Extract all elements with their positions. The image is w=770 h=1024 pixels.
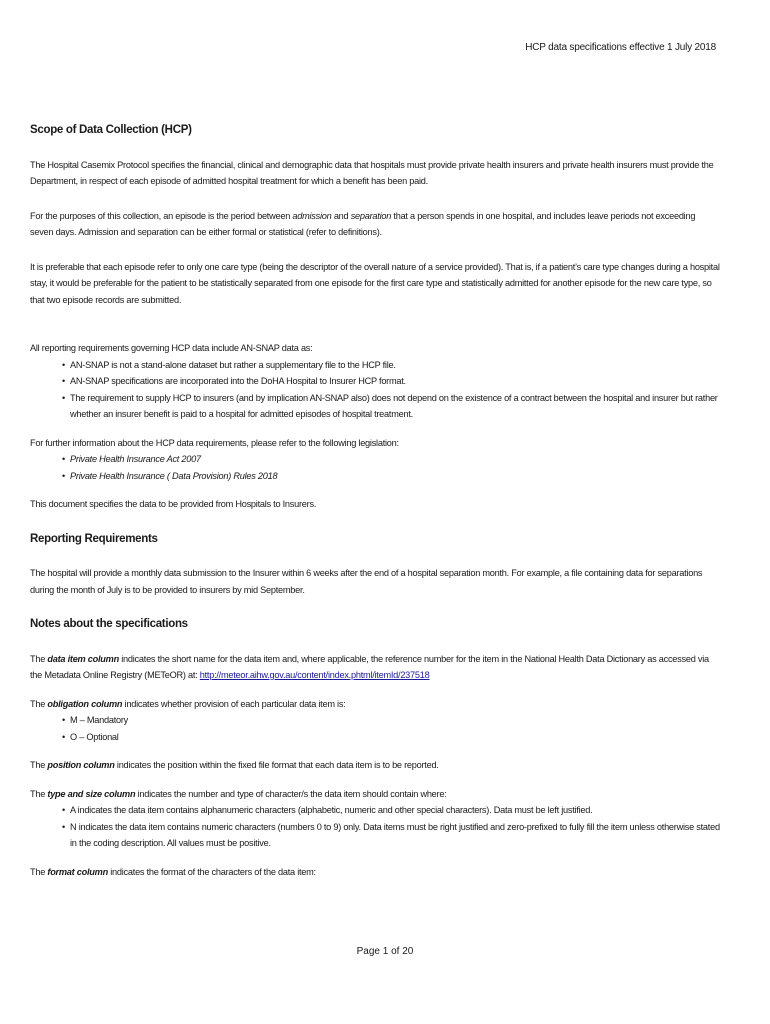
term-admission: admission bbox=[292, 210, 332, 221]
text-span: The bbox=[30, 698, 48, 709]
term-data-item: data item column bbox=[47, 653, 119, 664]
page-content bbox=[30, 122, 720, 880]
scope-paragraph-3: It is preferable that each episode refer to only one care type (being the descriptor of the overall nature of a service provided). That is, if a patient’s care type changes during a hospital stay, it would be preferable for the patient to be statistically separated from one episode for the first care type and statistically admitted for another episode for the new care type, so that two episode records are submitted. bbox=[30, 261, 720, 305]
list-item: • A indicates the data item contains alphanumeric characters (alphabetic, numeric and other special characters). Data must be left justified. bbox=[64, 802, 720, 819]
list-item bbox=[64, 451, 720, 468]
position-note bbox=[30, 757, 720, 774]
list-item: • N indicates the data item contains numeric characters (numbers 0 to 9) only. Data items must be right justified and zero-prefixed to fully fill the item unless otherwise stated in the coding description. All values must be positive. bbox=[64, 819, 720, 852]
text-span: indicates the position within the fixed file format that each data item is to be reported. bbox=[114, 760, 439, 770]
text-span: For the purposes of this collection, an episode is the period between bbox=[30, 210, 293, 221]
term-position: position column bbox=[47, 760, 115, 770]
legislation-title: Private Health Insurance ( Data Provision) Rules 2018 bbox=[70, 470, 278, 481]
obligation-list bbox=[30, 712, 720, 745]
text-span: indicates the number and type of character/s the data item should contain where: bbox=[135, 788, 447, 799]
reporting-heading: Reporting Requirements bbox=[30, 532, 158, 545]
scope-paragraph-4: All reporting requirements governing HCP data include AN-SNAP data as: bbox=[30, 343, 313, 353]
page-header: HCP data specifications effective 1 July 2018 bbox=[525, 42, 716, 53]
scope-paragraph-6: This document specifies the data to be provided from Hospitals to Insurers. bbox=[30, 499, 317, 509]
meteor-link[interactable]: http://meteor.aihw.gov.au/content/index.phtml/itemId/237518 bbox=[199, 670, 430, 680]
term-separation: separation bbox=[350, 210, 392, 221]
scope-paragraph-2 bbox=[30, 208, 720, 241]
text-span: The bbox=[30, 866, 48, 877]
term-type-size: type and size column bbox=[47, 788, 136, 799]
text-span: The bbox=[30, 760, 48, 770]
text-span: The bbox=[30, 788, 48, 799]
type-size-note bbox=[30, 786, 720, 803]
scope-heading: Scope of Data Collection (HCP) bbox=[30, 124, 192, 136]
text-span: and bbox=[331, 210, 351, 221]
an-snap-list bbox=[30, 357, 720, 423]
scope-paragraph-1: The Hospital Casemix Protocol specifies the financial, clinical and demographic data that hospitals must provide private health insurers and private health insurers must provide the Department, in respect of each episode of admitted hospital treatment for which a benefit has been paid. bbox=[30, 159, 714, 186]
text-span: indicates whether provision of each particular data item is: bbox=[122, 698, 346, 709]
list-item: • AN-SNAP is not a stand-alone dataset but rather a supplementary file to the HCP file. bbox=[64, 357, 720, 374]
list-item: • O – Optional bbox=[64, 729, 720, 746]
legislation-list bbox=[30, 451, 720, 484]
scope-paragraph-5: For further information about the HCP data requirements, please refer to the following legislation: bbox=[30, 437, 399, 448]
reporting-paragraph: The hospital will provide a monthly data submission to the Insurer within 6 weeks after the end of a hospital separation month. For example, a file containing data for separations during the month of July is to be provided to insurers by mid September. bbox=[30, 568, 703, 595]
list-item: • M – Mandatory bbox=[64, 712, 720, 729]
term-obligation: obligation column bbox=[47, 698, 123, 709]
page-number: Page 1 of 20 bbox=[356, 946, 414, 957]
list-item: • The requirement to supply HCP to insurers (and by implication AN-SNAP also) does not depend on the existence of a contract between the hospital and insurer but rather whether an insurer benefit is paid to a hospital for admitted episodes of hospital treatment. bbox=[64, 390, 720, 423]
obligation-note bbox=[30, 696, 720, 713]
text-span: The bbox=[30, 653, 48, 664]
notes-heading: Notes about the specifications bbox=[30, 618, 188, 630]
text-span: that a person spends in one hospital, and includes leave periods not exceeding seven days. Admission and separation can be either formal or statistical (refer to definitions). bbox=[30, 210, 696, 237]
format-note bbox=[30, 864, 720, 881]
legislation-title: Private Health Insurance Act 2007 bbox=[70, 454, 201, 464]
data-item-note bbox=[30, 651, 720, 684]
type-list bbox=[30, 802, 720, 852]
text-span: indicates the short name for the data item and, where applicable, the reference number for the item in the National Health Data Dictionary as accessed via the Metadata Online Registry (METeOR) at: bbox=[30, 653, 709, 680]
list-item: • AN-SNAP specifications are incorporated into the DoHA Hospital to Insurer HCP format. bbox=[64, 373, 720, 390]
term-format: format column bbox=[47, 866, 108, 877]
list-item bbox=[64, 468, 720, 485]
text-span: indicates the format of the characters of the data item: bbox=[107, 866, 316, 877]
